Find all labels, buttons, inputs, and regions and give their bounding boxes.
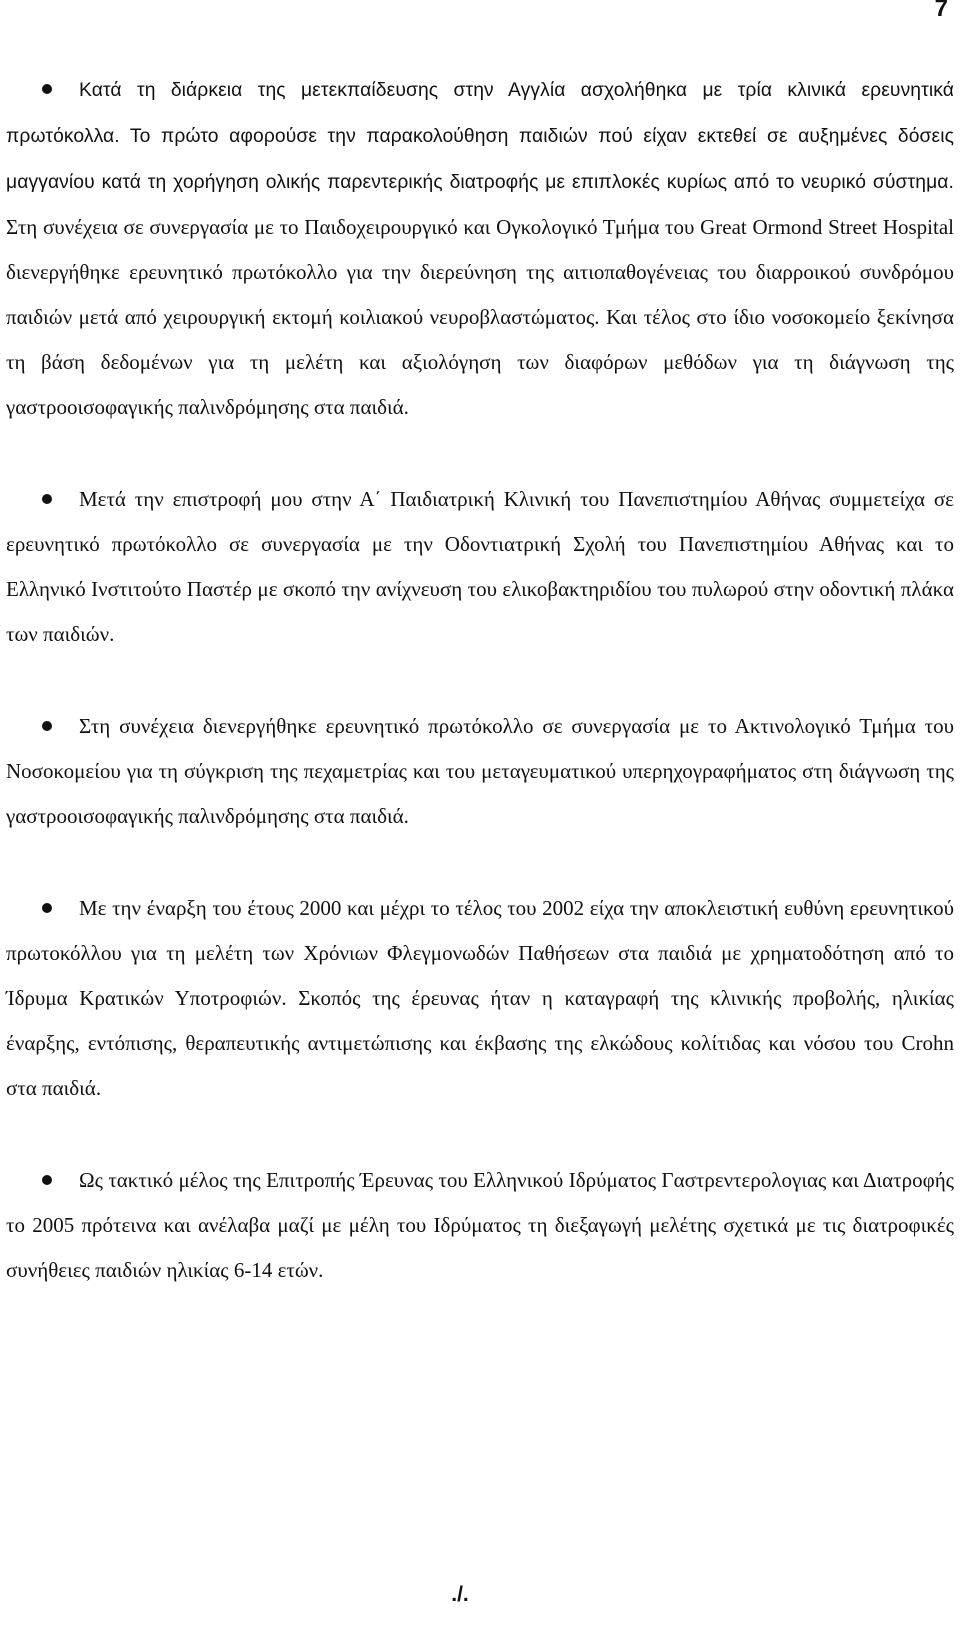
page-footer-mark: ./. xyxy=(451,1583,469,1606)
paragraph-text: Μετά την επιστροφή μου στην Α΄ Παιδιατρική Κλινική του Πανεπιστημίου Αθήνας συμμετείχα σε ερευνητικό πρωτόκολλο σε συνεργασία με την Οδοντιατρική Σχολή του Πανεπιστημίου Αθήνας και το Ελληνικό Ινστιτούτο Παστέρ με σκοπό την ανίχνευση του ελικοβακτηριδίου του πυλωρού στην οδοντική πλάκα των παιδιών. xyxy=(6,487,954,646)
paragraph-text xyxy=(6,67,954,430)
list-item xyxy=(6,67,954,430)
list-item xyxy=(6,1158,954,1293)
paragraph-serif-text: Στη συνέχεια σε συνεργασία με το Παιδοχειρουργικό και Ογκολογικό Τμήμα του Great Ormond Street Hospital διενεργήθηκε ερευνητικό πρωτόκολλο για την διερεύνηση της αιτιοπαθογένειας του διαρροικού συνδρόμου παιδιών μετά από χειρουργική εκτομή κοιλιακού νευροβλαστώματος. Και τέλος στο ίδιο νοσοκομείο ξεκίνησα τη βάση δεδομένων για τη μελέτη και αξιολόγηση των διαφόρων μεθόδων για τη διάγνωση της γαστροοισοφαγικής παλινδρόμησης στα παιδιά. xyxy=(6,215,954,419)
research-bullet-list xyxy=(6,67,954,1340)
bullet-dot-icon xyxy=(42,1175,52,1185)
paragraph-sans-text: Κατά τη διάρκεια της μετεκπαίδευσης στην Αγγλία ασχολήθηκα με τρία κλινικά ερευνητικά πρωτόκολλα. Το πρώτο αφορούσε την παρακολούθηση παιδιών πού είχαν εκτεθεί σε αυξημένες δόσεις μαγγανίου κατά τη χορήγηση ολικής παρεντερικής διατροφής με επιπλοκές κυρίως από το νευρικό σύστημα. xyxy=(6,80,954,193)
list-item xyxy=(6,704,954,839)
bullet-dot-icon xyxy=(42,494,52,504)
paragraph-text: Στη συνέχεια διενεργήθηκε ερευνητικό πρωτόκολλο σε συνεργασία με το Ακτινολογικό Τμήμα του Νοσοκομείου για τη σύγκριση της πεχαμετρίας και του μεταγευματικού υπερηχογραφήματος στη διάγνωση της γαστροοισοφαγικής παλινδρόμησης στα παιδιά. xyxy=(6,714,954,828)
page-number: 7 xyxy=(934,0,948,22)
list-item xyxy=(6,886,954,1111)
paragraph-text: Με την έναρξη του έτους 2000 και μέχρι το τέλος του 2002 είχα την αποκλειστική ευθύνη ερευνητικού πρωτοκόλλου για τη μελέτη των Χρόνιων Φλεγμονωδών Παθήσεων στα παιδιά με χρηματοδότηση από το Ίδρυμα Κρατικών Υποτροφιών. Σκοπός της έρευνας ήταν η καταγραφή της κλινικής προβολής, ηλικίας έναρξης, εντόπισης, θεραπευτικής αντιμετώπισης και έκβασης της ελκώδους κολίτιδας και νόσου του Crohn στα παιδιά. xyxy=(6,896,954,1100)
bullet-dot-icon xyxy=(42,84,52,94)
bullet-dot-icon xyxy=(42,903,52,913)
list-item xyxy=(6,477,954,657)
bullet-dot-icon xyxy=(42,721,52,731)
paragraph-text: Ως τακτικό μέλος της Επιτροπής Έρευνας του Ελληνικού Ιδρύματος Γαστρεντερολογιας και Διατροφής το 2005 πρότεινα και ανέλαβα μαζί με μέλη του Ιδρύματος τη διεξαγωγή μελέτης σχετικά με τις διατροφικές συνήθειες παιδιών ηλικίας 6-14 ετών. xyxy=(6,1168,954,1282)
